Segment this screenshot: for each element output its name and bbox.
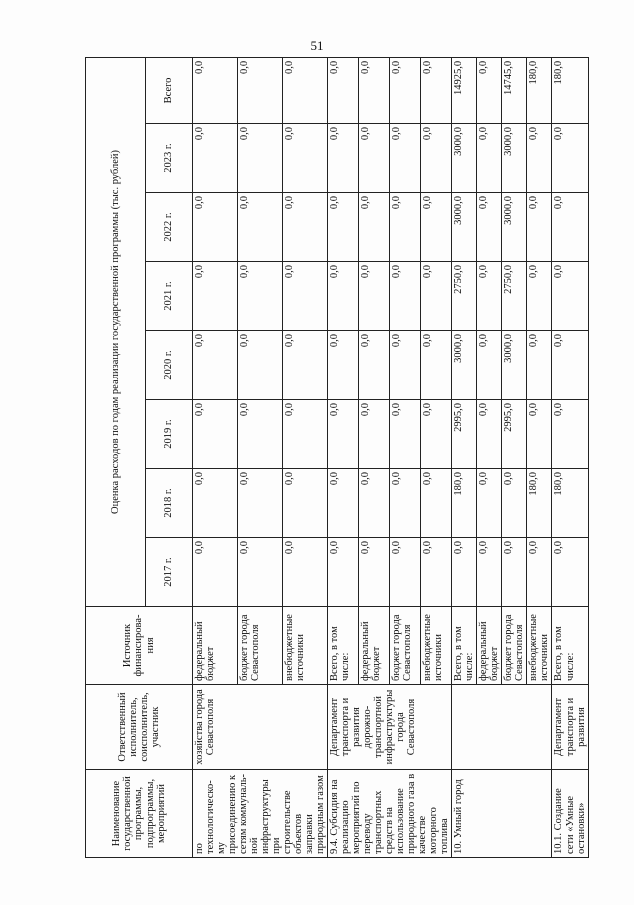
source-cell: бюджет города Севастополя xyxy=(238,607,283,685)
value-cell: 0,0 xyxy=(328,262,359,331)
value-cell: 0,0 xyxy=(390,262,421,331)
header-year: Всего xyxy=(146,57,193,123)
value-cell: 180,0 xyxy=(552,469,588,538)
value-cell: 3000,0 xyxy=(502,193,527,262)
value-cell: 0,0 xyxy=(328,57,359,123)
value-cell: 0,0 xyxy=(193,124,238,193)
value-cell: 2995,0 xyxy=(452,400,477,469)
header-source: Источник финансирова-ния xyxy=(86,607,193,685)
header-year: 2019 г. xyxy=(146,400,193,469)
value-cell: 0,0 xyxy=(193,57,238,123)
value-cell: 0,0 xyxy=(359,124,390,193)
source-cell: внебюджетные источники xyxy=(283,607,328,685)
value-cell: 0,0 xyxy=(238,331,283,400)
responsible-cell: хозяйства города Севастополя xyxy=(193,685,328,770)
value-cell: 0,0 xyxy=(552,193,588,262)
value-cell: 0,0 xyxy=(527,331,552,400)
source-cell: Всего, в том числе: xyxy=(552,607,588,685)
value-cell: 0,0 xyxy=(283,331,328,400)
value-cell: 0,0 xyxy=(193,400,238,469)
header-year: 2017 г. xyxy=(146,538,193,607)
value-cell: 0,0 xyxy=(359,331,390,400)
value-cell: 0,0 xyxy=(421,538,452,607)
source-cell: внебюджетные источники xyxy=(421,607,452,685)
source-cell: федеральный бюджет xyxy=(193,607,238,685)
value-cell: 180,0 xyxy=(552,57,588,123)
header-year: 2021 г. xyxy=(146,262,193,331)
header-year: 2018 г. xyxy=(146,469,193,538)
value-cell: 0,0 xyxy=(283,262,328,331)
responsible-cell xyxy=(452,685,552,770)
value-cell: 0,0 xyxy=(359,262,390,331)
value-cell: 0,0 xyxy=(477,331,502,400)
value-cell: 0,0 xyxy=(421,262,452,331)
source-cell: федеральный бюджет xyxy=(359,607,390,685)
responsible-cell: Департамент транспорта и развития дорожно-транспортной инфраструктуры города Севастополя xyxy=(328,685,452,770)
budget-table xyxy=(85,57,589,858)
value-cell: 0,0 xyxy=(477,400,502,469)
header-name: Наименование государственной программы, подпрограммы, мероприятий xyxy=(86,770,193,858)
value-cell: 14745,0 xyxy=(502,57,527,123)
value-cell: 0,0 xyxy=(359,400,390,469)
header-year: 2020 г. xyxy=(146,331,193,400)
value-cell: 0,0 xyxy=(390,469,421,538)
value-cell: 3000,0 xyxy=(502,331,527,400)
source-cell: бюджет города Севастополя xyxy=(390,607,421,685)
value-cell: 0,0 xyxy=(390,193,421,262)
page-number: 51 xyxy=(310,38,324,53)
source-cell: Всего, в том числе: xyxy=(328,607,359,685)
value-cell: 0,0 xyxy=(328,331,359,400)
value-cell: 0,0 xyxy=(552,538,588,607)
value-cell: 0,0 xyxy=(421,400,452,469)
value-cell: 0,0 xyxy=(359,469,390,538)
responsible-cell: Департамент транспорта и развития xyxy=(552,685,588,770)
value-cell: 0,0 xyxy=(552,262,588,331)
value-cell: 0,0 xyxy=(193,469,238,538)
value-cell: 0,0 xyxy=(283,124,328,193)
header-year: 2022 г. xyxy=(146,193,193,262)
value-cell: 0,0 xyxy=(390,331,421,400)
value-cell: 0,0 xyxy=(477,57,502,123)
program-name-cell: 9.4. Субсидия на реализацию мероприятий по переводу транспортных средств на использование природного газа в качестве моторного топлива xyxy=(328,770,452,858)
value-cell: 0,0 xyxy=(390,124,421,193)
value-cell: 2750,0 xyxy=(452,262,477,331)
program-name-cell: 10.1. Создание сети «Умные остановки» xyxy=(552,770,588,858)
value-cell: 180,0 xyxy=(452,469,477,538)
value-cell: 180,0 xyxy=(527,469,552,538)
header-group: Оценка расходов по годам реализации государственной программы (тыс. рублей) xyxy=(86,57,146,606)
value-cell: 0,0 xyxy=(238,57,283,123)
table-row xyxy=(552,57,588,857)
value-cell: 2750,0 xyxy=(502,262,527,331)
value-cell: 3000,0 xyxy=(452,193,477,262)
value-cell: 0,0 xyxy=(359,57,390,123)
source-cell: федеральный бюджет xyxy=(477,607,502,685)
value-cell: 0,0 xyxy=(502,538,527,607)
value-cell: 0,0 xyxy=(283,469,328,538)
value-cell: 3000,0 xyxy=(452,124,477,193)
value-cell: 0,0 xyxy=(359,538,390,607)
value-cell: 0,0 xyxy=(477,262,502,331)
value-cell: 0,0 xyxy=(527,400,552,469)
value-cell: 0,0 xyxy=(477,538,502,607)
header-responsible: Ответственный исполнитель, соисполнитель, участник xyxy=(86,685,193,770)
value-cell: 0,0 xyxy=(359,193,390,262)
value-cell: 0,0 xyxy=(390,57,421,123)
value-cell: 0,0 xyxy=(390,400,421,469)
value-cell: 0,0 xyxy=(527,193,552,262)
value-cell: 0,0 xyxy=(193,193,238,262)
value-cell: 0,0 xyxy=(238,262,283,331)
value-cell: 0,0 xyxy=(421,57,452,123)
table-row xyxy=(452,57,477,857)
value-cell: 0,0 xyxy=(283,57,328,123)
program-name-cell: 10. Умный город xyxy=(452,770,552,858)
value-cell: 0,0 xyxy=(328,193,359,262)
value-cell: 3000,0 xyxy=(452,331,477,400)
table-row xyxy=(193,57,238,857)
value-cell: 14925,0 xyxy=(452,57,477,123)
value-cell: 0,0 xyxy=(238,400,283,469)
value-cell: 2995,0 xyxy=(502,400,527,469)
value-cell: 3000,0 xyxy=(502,124,527,193)
value-cell: 0,0 xyxy=(477,124,502,193)
header-year: 2023 г. xyxy=(146,124,193,193)
value-cell: 0,0 xyxy=(527,262,552,331)
value-cell: 0,0 xyxy=(502,469,527,538)
value-cell: 0,0 xyxy=(238,124,283,193)
value-cell: 0,0 xyxy=(238,538,283,607)
value-cell: 0,0 xyxy=(328,400,359,469)
value-cell: 0,0 xyxy=(552,124,588,193)
value-cell: 0,0 xyxy=(328,469,359,538)
value-cell: 0,0 xyxy=(552,400,588,469)
value-cell: 0,0 xyxy=(238,193,283,262)
value-cell: 0,0 xyxy=(193,262,238,331)
value-cell: 0,0 xyxy=(283,538,328,607)
value-cell: 180,0 xyxy=(527,57,552,123)
value-cell: 0,0 xyxy=(193,538,238,607)
value-cell: 0,0 xyxy=(283,193,328,262)
program-name-cell: по технологическо-му присоединению к сетям коммуналь-ной инфраструктуры при строительстве объектов заправки природным газом xyxy=(193,770,328,858)
value-cell: 0,0 xyxy=(238,469,283,538)
value-cell: 0,0 xyxy=(328,538,359,607)
value-cell: 0,0 xyxy=(328,124,359,193)
value-cell: 0,0 xyxy=(421,331,452,400)
value-cell: 0,0 xyxy=(452,538,477,607)
table-row xyxy=(328,57,359,857)
source-cell: бюджет города Севастополя xyxy=(502,607,527,685)
value-cell: 0,0 xyxy=(477,193,502,262)
value-cell: 0,0 xyxy=(421,469,452,538)
value-cell: 0,0 xyxy=(390,538,421,607)
source-cell: Всего, в том числе: xyxy=(452,607,477,685)
value-cell: 0,0 xyxy=(527,538,552,607)
value-cell: 0,0 xyxy=(193,331,238,400)
value-cell: 0,0 xyxy=(421,193,452,262)
rotated-table-container xyxy=(85,58,587,858)
value-cell: 0,0 xyxy=(283,400,328,469)
value-cell: 0,0 xyxy=(477,469,502,538)
value-cell: 0,0 xyxy=(552,331,588,400)
source-cell: внебюджетные источники xyxy=(527,607,552,685)
value-cell: 0,0 xyxy=(421,124,452,193)
value-cell: 0,0 xyxy=(527,124,552,193)
